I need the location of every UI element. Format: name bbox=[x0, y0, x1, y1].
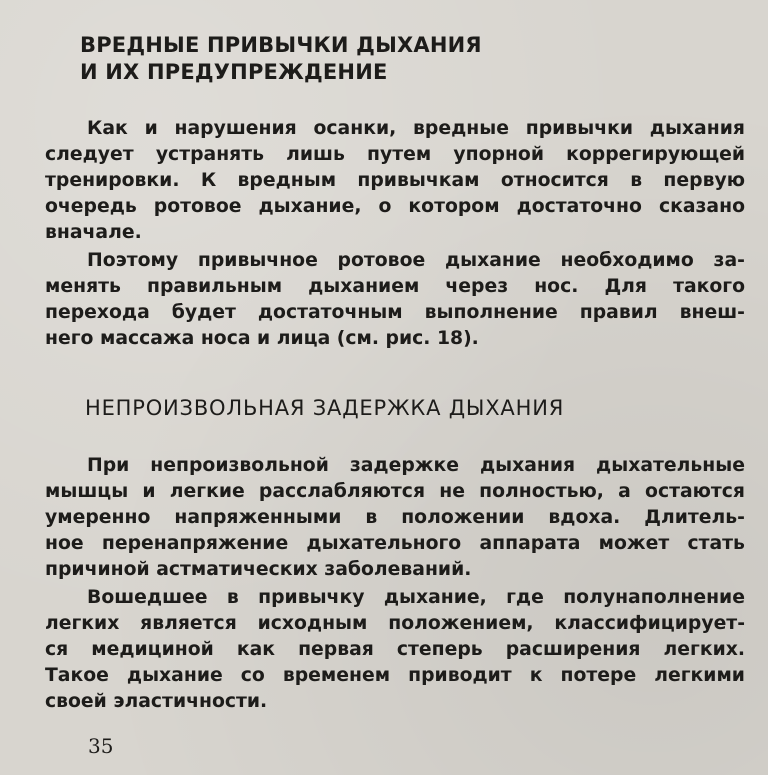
word: медициной bbox=[91, 639, 214, 660]
word: не bbox=[439, 481, 465, 502]
word: за- bbox=[713, 250, 745, 271]
word: мышцы bbox=[45, 481, 129, 502]
word: к bbox=[529, 665, 543, 686]
word: приводит bbox=[408, 665, 512, 686]
word: ротовое bbox=[153, 196, 242, 217]
word: положением, bbox=[388, 613, 534, 634]
paragraph bbox=[45, 453, 745, 583]
word: ся bbox=[45, 639, 69, 660]
text-line bbox=[45, 689, 745, 715]
word: привычкам bbox=[357, 170, 480, 191]
word: Вошедшее bbox=[87, 587, 208, 608]
word: в bbox=[226, 587, 239, 608]
word: привычку bbox=[258, 587, 365, 608]
word: со bbox=[240, 665, 265, 686]
word: привычки bbox=[525, 118, 633, 139]
word: умеренно bbox=[45, 507, 151, 528]
word: как bbox=[236, 639, 276, 660]
text-line bbox=[45, 453, 745, 479]
word: нарушения bbox=[174, 118, 297, 139]
word: полностью, bbox=[479, 481, 604, 502]
word: о bbox=[378, 196, 392, 217]
word: внеш- bbox=[679, 302, 745, 323]
word: правильным bbox=[146, 276, 283, 297]
word: первую bbox=[663, 170, 745, 191]
word: Длитель- bbox=[644, 507, 745, 528]
word: и bbox=[142, 481, 156, 502]
word: а bbox=[618, 481, 631, 502]
word: легких bbox=[45, 613, 120, 634]
word: первая bbox=[298, 639, 374, 660]
word: через bbox=[445, 276, 509, 297]
word: тренировки. bbox=[45, 170, 180, 191]
word: При bbox=[87, 455, 130, 476]
word: дыхание, bbox=[258, 196, 362, 217]
word: лишь bbox=[286, 144, 345, 165]
word: непроизвольной bbox=[150, 455, 329, 476]
text-line-content: вначале. bbox=[45, 222, 142, 243]
word: расширения bbox=[505, 639, 641, 660]
text-line bbox=[45, 220, 745, 246]
word: следует bbox=[45, 144, 134, 165]
word: ротовое bbox=[337, 250, 426, 271]
text-line bbox=[45, 637, 745, 663]
word: классифицирует- bbox=[554, 613, 745, 634]
text-line bbox=[45, 611, 745, 637]
section-heading-involuntary-breath-holding: НЕПРОИЗВОЛЬНАЯ ЗАДЕРЖКА ДЫХАНИЯ bbox=[85, 396, 565, 420]
text-line bbox=[45, 248, 745, 274]
heading-line: ВРЕДНЫЕ ПРИВЫЧКИ ДЫХАНИЯ bbox=[80, 33, 482, 57]
word: путем bbox=[367, 144, 432, 165]
word: где bbox=[506, 587, 544, 608]
heading-line: И ИХ ПРЕДУПРЕЖДЕНИЕ bbox=[80, 60, 388, 84]
paragraph bbox=[45, 116, 745, 246]
word: привычное bbox=[197, 250, 318, 271]
word: является bbox=[140, 613, 237, 634]
word: легких. bbox=[663, 639, 745, 660]
word: Для bbox=[604, 276, 647, 297]
page-number: 35 bbox=[88, 734, 114, 758]
word: правил bbox=[579, 302, 658, 323]
word: вдоха. bbox=[548, 507, 621, 528]
text-line bbox=[45, 326, 745, 352]
word: Как bbox=[87, 118, 128, 139]
word: степерь bbox=[396, 639, 483, 660]
word: будет bbox=[171, 302, 236, 323]
word: в bbox=[365, 507, 378, 528]
text-line-content: причиной астматических заболеваний. bbox=[45, 559, 472, 580]
word: стать bbox=[687, 533, 745, 554]
word: осанки, bbox=[313, 118, 397, 139]
word: необходимо bbox=[560, 250, 694, 271]
word: напряженными bbox=[174, 507, 342, 528]
text-line bbox=[45, 300, 745, 326]
word: перехода bbox=[45, 302, 150, 323]
text-line-content: него массажа носа и лица (см. рис. 18). bbox=[45, 328, 479, 349]
word: ное bbox=[45, 533, 84, 554]
word: выполнение bbox=[424, 302, 558, 323]
text-line bbox=[45, 194, 745, 220]
word: упорной bbox=[453, 144, 544, 165]
text-line bbox=[45, 585, 745, 611]
text-line bbox=[45, 505, 745, 531]
word: в bbox=[630, 170, 643, 191]
word: задержке bbox=[349, 455, 459, 476]
word: дыхание, bbox=[383, 587, 487, 608]
text-line bbox=[45, 116, 745, 142]
word: котором bbox=[408, 196, 500, 217]
text-line bbox=[45, 479, 745, 505]
word: Поэтому bbox=[87, 250, 179, 271]
word: положении bbox=[401, 507, 525, 528]
word: такого bbox=[673, 276, 745, 297]
word: дыхательного bbox=[306, 533, 462, 554]
word: дыхания bbox=[649, 118, 745, 139]
word: остаются bbox=[645, 481, 745, 502]
word: сказано bbox=[658, 196, 745, 217]
text-line bbox=[45, 142, 745, 168]
word: и bbox=[144, 118, 158, 139]
word: потере bbox=[560, 665, 637, 686]
word: исходным bbox=[257, 613, 368, 634]
word: легкие bbox=[169, 481, 245, 502]
word: достаточно bbox=[516, 196, 642, 217]
word: Такое bbox=[45, 665, 109, 686]
word: вредным bbox=[237, 170, 337, 191]
word: дыхание bbox=[126, 665, 223, 686]
word: дыхание bbox=[444, 250, 541, 271]
word: достаточным bbox=[257, 302, 403, 323]
word: относится bbox=[500, 170, 609, 191]
text-line bbox=[45, 274, 745, 300]
word: менять bbox=[45, 276, 121, 297]
text-line bbox=[45, 663, 745, 689]
word: может bbox=[598, 533, 670, 554]
word: дыхательные bbox=[596, 455, 745, 476]
word: коррегирующей bbox=[566, 144, 745, 165]
word: расслабляются bbox=[258, 481, 426, 502]
word: перенапряжение bbox=[101, 533, 289, 554]
word: дыханием bbox=[308, 276, 420, 297]
paragraph bbox=[45, 585, 745, 715]
word: легкими bbox=[654, 665, 745, 686]
word: устранять bbox=[155, 144, 264, 165]
text-line-content: своей эластичности. bbox=[45, 691, 268, 712]
word: очередь bbox=[45, 196, 137, 217]
word: вредные bbox=[413, 118, 509, 139]
word: временем bbox=[282, 665, 391, 686]
word: дыхания bbox=[479, 455, 576, 476]
text-line bbox=[45, 531, 745, 557]
text-line bbox=[45, 168, 745, 194]
word: полунаполнение bbox=[563, 587, 745, 608]
text-line bbox=[45, 557, 745, 583]
word: К bbox=[200, 170, 217, 191]
section-heading-harmful-habits bbox=[80, 32, 700, 86]
paragraph bbox=[45, 248, 745, 352]
word: нос. bbox=[534, 276, 579, 297]
word: аппарата bbox=[479, 533, 581, 554]
